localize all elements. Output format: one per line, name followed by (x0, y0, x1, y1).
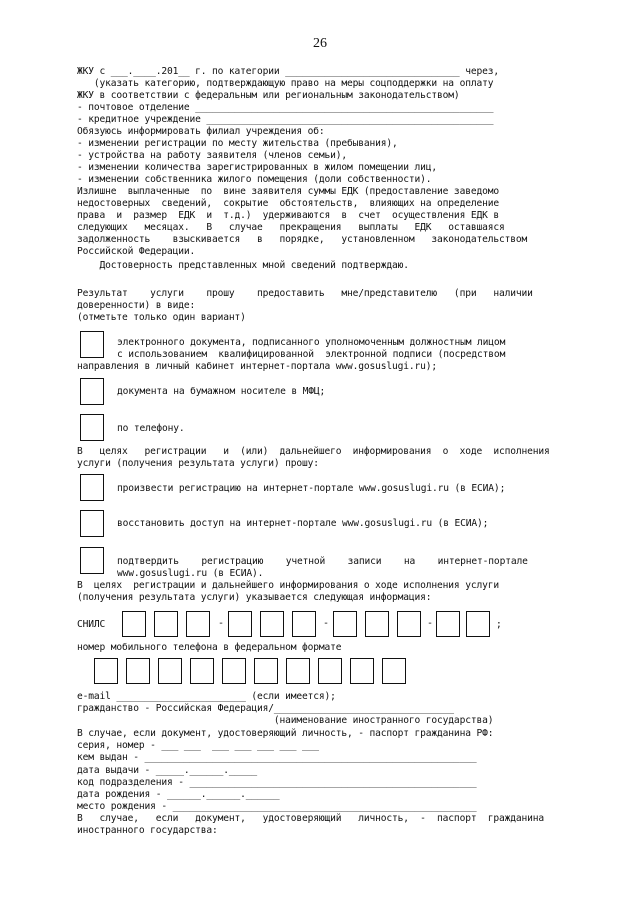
text-line: В целях регистрации и дальнейшего информирования о ходе исполнения услуги (77, 580, 499, 591)
option-label: по телефону. (117, 423, 185, 434)
text-line: Российской Федерации. (77, 246, 196, 257)
text-line: ЖКУ с ___.____.201__ г. по категории _______________________________ через, (77, 66, 499, 77)
option-label: подтвердить регистрацию учетной записи на интернет-портале (117, 556, 528, 567)
option-label: www.gosuslugi.ru (в ЕСИА). (117, 568, 264, 579)
phone-digit-box[interactable] (190, 658, 214, 684)
text-line: недостоверных сведений, сокрытие обстоятельств, влияющих на определение (77, 198, 499, 209)
snils-digit-box[interactable] (436, 611, 460, 637)
text-line: Излишне выплаченные по вине заявителя суммы ЕДК (предоставление заведомо (77, 186, 499, 197)
email-field[interactable]: e-mail _______________________ (если имеется); (77, 691, 336, 702)
birth-place-field[interactable]: место рождения - ______________________________________________________ (77, 801, 477, 812)
snils-digit-box[interactable] (122, 611, 146, 637)
snils-digit-box[interactable] (397, 611, 421, 637)
text-line: Достоверность представленных мной сведений подтверждаю. (77, 260, 409, 271)
option-checkbox-paper-mfc[interactable] (80, 378, 104, 405)
text-line: задолженность взыскивается в порядке, установленном законодательством (77, 234, 528, 245)
snils-separator: - (323, 618, 330, 629)
phone-digit-box[interactable] (254, 658, 278, 684)
option-checkbox-electronic[interactable] (80, 331, 104, 358)
phone-label: номер мобильного телефона в федеральном формате (77, 642, 342, 653)
snils-digit-box[interactable] (292, 611, 316, 637)
option-checkbox-phone[interactable] (80, 414, 104, 441)
snils-end: ; (496, 619, 502, 630)
text-line: В случае, если документ, удостоверяющий личность, - паспорт гражданина РФ: (77, 728, 494, 739)
text-line: иностранного государства: (77, 825, 218, 836)
text-line: (отметьте только один вариант) (77, 312, 246, 323)
issued-by-field[interactable]: кем выдан - ___________________________________________________________ (77, 752, 477, 763)
citizenship-field[interactable]: гражданство - Российская Федерация/________________________________ (77, 703, 454, 714)
phone-digit-box[interactable] (126, 658, 150, 684)
text-line: ЖКУ в соответствии с федеральным или региональным законодательством) (77, 90, 460, 101)
option-label: восстановить доступ на интернет-портале www.gosuslugi.ru (в ЕСИА); (117, 518, 489, 529)
text-line: В целях регистрации и (или) дальнейшего информирования о ходе исполнения (77, 446, 550, 457)
text-line: - почтовое отделение _____________________________________________________ (77, 102, 494, 113)
snils-separator: - (218, 618, 225, 629)
phone-digit-box[interactable] (350, 658, 374, 684)
text-line: - кредитное учреждение ___________________________________________________ (77, 114, 494, 125)
text-line: - устройства на работу заявителя (членов семьи), (77, 150, 348, 161)
snils-digit-box[interactable] (260, 611, 284, 637)
phone-digit-box[interactable] (286, 658, 310, 684)
text-line: (получения результата услуги) указывается следующая информация: (77, 592, 432, 603)
phone-digit-box[interactable] (318, 658, 342, 684)
passport-number-field[interactable]: серия, номер - ___ ___ ___ ___ ___ ___ ___ (77, 740, 319, 751)
text-line: - изменении собственника жилого помещения (доли собственности). (77, 174, 432, 185)
option-checkbox-confirm-registration[interactable] (80, 547, 104, 574)
phone-digit-box[interactable] (222, 658, 246, 684)
text-line: - изменении количества зарегистрированных в жилом помещении лиц, (77, 162, 438, 173)
text-line: Обязуюсь информировать филиал учреждения об: (77, 126, 325, 137)
text-line: доверенности) в виде: (77, 300, 196, 311)
text-line: (указать категорию, подтверждающую право на меры соцподдержки на оплату (77, 78, 494, 89)
page-number: 26 (313, 36, 327, 51)
snils-digit-box[interactable] (365, 611, 389, 637)
text-line: следующих месяцах. В случае прекращения выплаты ЕДК оставшаяся (77, 222, 505, 233)
option-checkbox-restore-access[interactable] (80, 510, 104, 537)
option-label: электронного документа, подписанного уполномоченным должностным лицом (117, 337, 506, 348)
snils-digit-box[interactable] (466, 611, 490, 637)
snils-separator: - (427, 618, 434, 629)
snils-digit-box[interactable] (228, 611, 252, 637)
issue-date-field[interactable]: дата выдачи - _____.______._____ (77, 765, 258, 776)
division-code-field[interactable]: код подразделения - ___________________________________________________ (77, 777, 477, 788)
phone-digit-box[interactable] (94, 658, 118, 684)
text-line: (наименование иностранного государства) (77, 715, 494, 726)
snils-digit-box[interactable] (333, 611, 357, 637)
option-checkbox-register[interactable] (80, 474, 104, 501)
option-label: документа на бумажном носителе в МФЦ; (117, 386, 326, 397)
text-line: В случае, если документ, удостоверяющий личность, - паспорт гражданина (77, 813, 544, 824)
text-line: права и размер ЕДК и т.д.) удерживаются в счет осуществления ЕДК в (77, 210, 499, 221)
text-line: услуги (получения результата услуги) прошу: (77, 458, 319, 469)
option-label: с использованием квалифицированной электронной подписи (посредством (117, 349, 506, 360)
option-label: направления в личный кабинет интернет-портала www.gosuslugi.ru); (77, 361, 438, 372)
text-line: Результат услуги прошу предоставить мне/представителю (при наличии (77, 288, 533, 299)
birth-date-field[interactable]: дата рождения - ______.______.______ (77, 789, 280, 800)
snils-digit-box[interactable] (186, 611, 210, 637)
snils-digit-box[interactable] (154, 611, 178, 637)
phone-digit-box[interactable] (382, 658, 406, 684)
text-line: - изменении регистрации по месту жительства (пребывания), (77, 138, 398, 149)
option-label: произвести регистрацию на интернет-портале www.gosuslugi.ru (в ЕСИА); (117, 483, 506, 494)
phone-digit-box[interactable] (158, 658, 182, 684)
snils-label: СНИЛС (77, 619, 106, 630)
